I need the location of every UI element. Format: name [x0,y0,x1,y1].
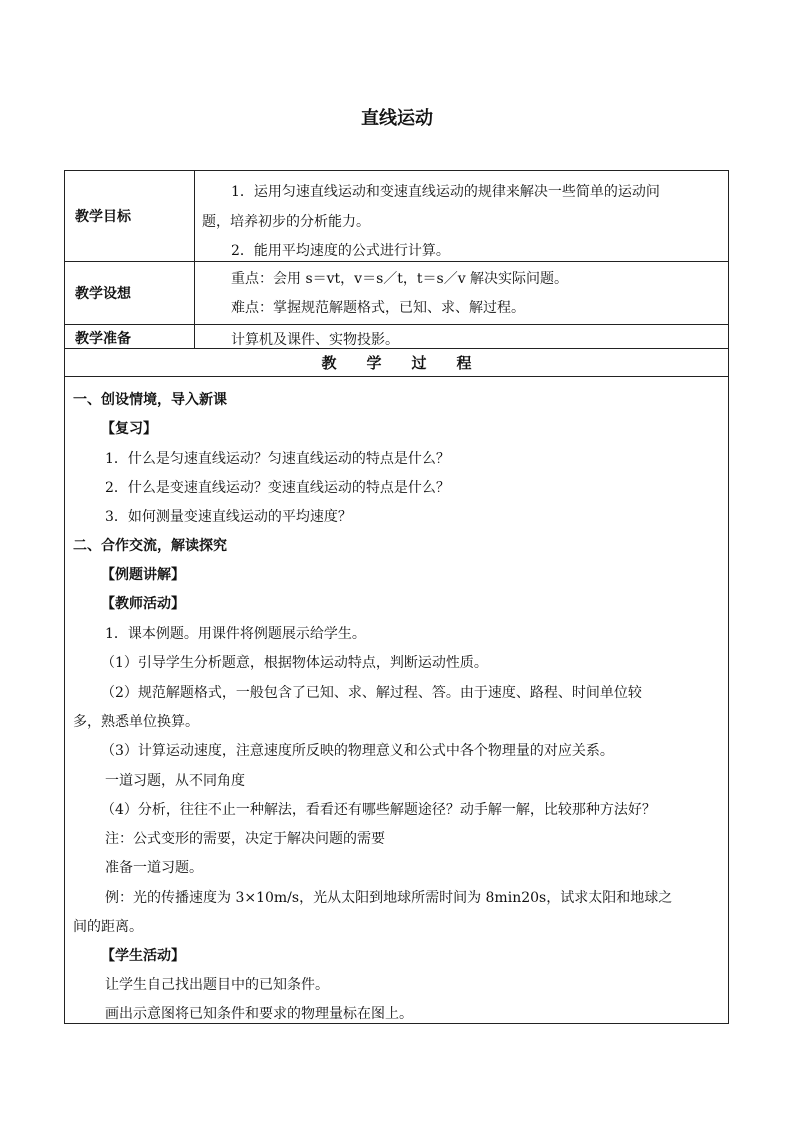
process-line: 例：光的传播速度为 3×10m/s，光从太阳到地球所需时间为 8min20s，试求太阳和地球之 [105,890,673,906]
prep-text: 计算机及课件、实物投影。 [231,332,399,348]
goal-line-3: 2．能用平均速度的公式进行计算。 [231,243,450,259]
section-heading: 一、创设情境，导入新课 [73,392,227,408]
row-teaching-design [65,262,728,325]
process-line: 准备一道习题。 [105,860,203,876]
subheading: 【例题讲解】 [101,567,185,583]
process-line: 间的距离。 [73,919,143,935]
process-line: 多，熟悉单位换算。 [73,714,199,730]
process-line: 让学生自己找出题目中的已知条件。 [105,977,329,993]
content-teaching-goals [196,171,728,261]
row-teaching-prep [65,325,728,349]
process-line: （4）分析，往往不止一种解法，看看还有哪些解题途径？动手解一解，比较那种方法好？ [101,802,656,818]
process-line: 1．课本例题。用课件将例题展示给学生。 [105,626,366,642]
label-teaching-goals: 教学目标 [65,171,195,261]
process-line: （2）规范解题格式，一般包含了已知、求、解过程、答。由于速度、路程、时间单位较 [101,685,642,701]
process-line: 注：公式变形的需要，决定于解决问题的需要 [105,831,385,847]
subheading: 【教师活动】 [101,596,185,612]
document-title: 直线运动 [361,108,433,129]
content-teaching-prep [196,325,728,348]
label-teaching-prep: 教学准备 [65,325,195,348]
process-line: 1．什么是匀速直线运动？匀速直线运动的特点是什么？ [105,451,450,467]
process-line: （1）引导学生分析题意，根据物体运动特点，判断运动性质。 [101,655,488,671]
process-header: 教学过程 [65,349,728,377]
lesson-plan-table [64,170,729,1024]
goal-line-2: 题，培养初步的分析能力。 [202,214,370,230]
process-line: 一道习题，从不同角度 [105,773,245,789]
process-line: 画出示意图将已知条件和要求的物理量标在图上。 [105,1006,413,1022]
label-teaching-design: 教学设想 [65,262,195,324]
process-line: 3．如何测量变速直线运动的平均速度？ [105,509,352,525]
design-line-key: 重点：会用 s＝vt，v＝s／t，t＝s／v 解决实际问题。 [231,271,569,287]
goal-line-1: 1．运用匀速直线运动和变速直线运动的规律来解决一些简单的运动问 [231,184,660,200]
process-line: 2．什么是变速直线运动？变速直线运动的特点是什么？ [105,480,450,496]
design-line-difficulty: 难点：掌握规范解题格式，已知、求、解过程。 [231,300,525,316]
subheading: 【复习】 [101,421,157,437]
process-line: （3）计算运动速度，注意速度所反映的物理意义和公式中各个物理量的对应关系。 [101,743,614,759]
subheading: 【学生活动】 [101,948,185,964]
row-teaching-goals [65,171,728,262]
section-heading: 二、合作交流，解读探究 [73,538,227,554]
content-teaching-design [196,262,728,324]
